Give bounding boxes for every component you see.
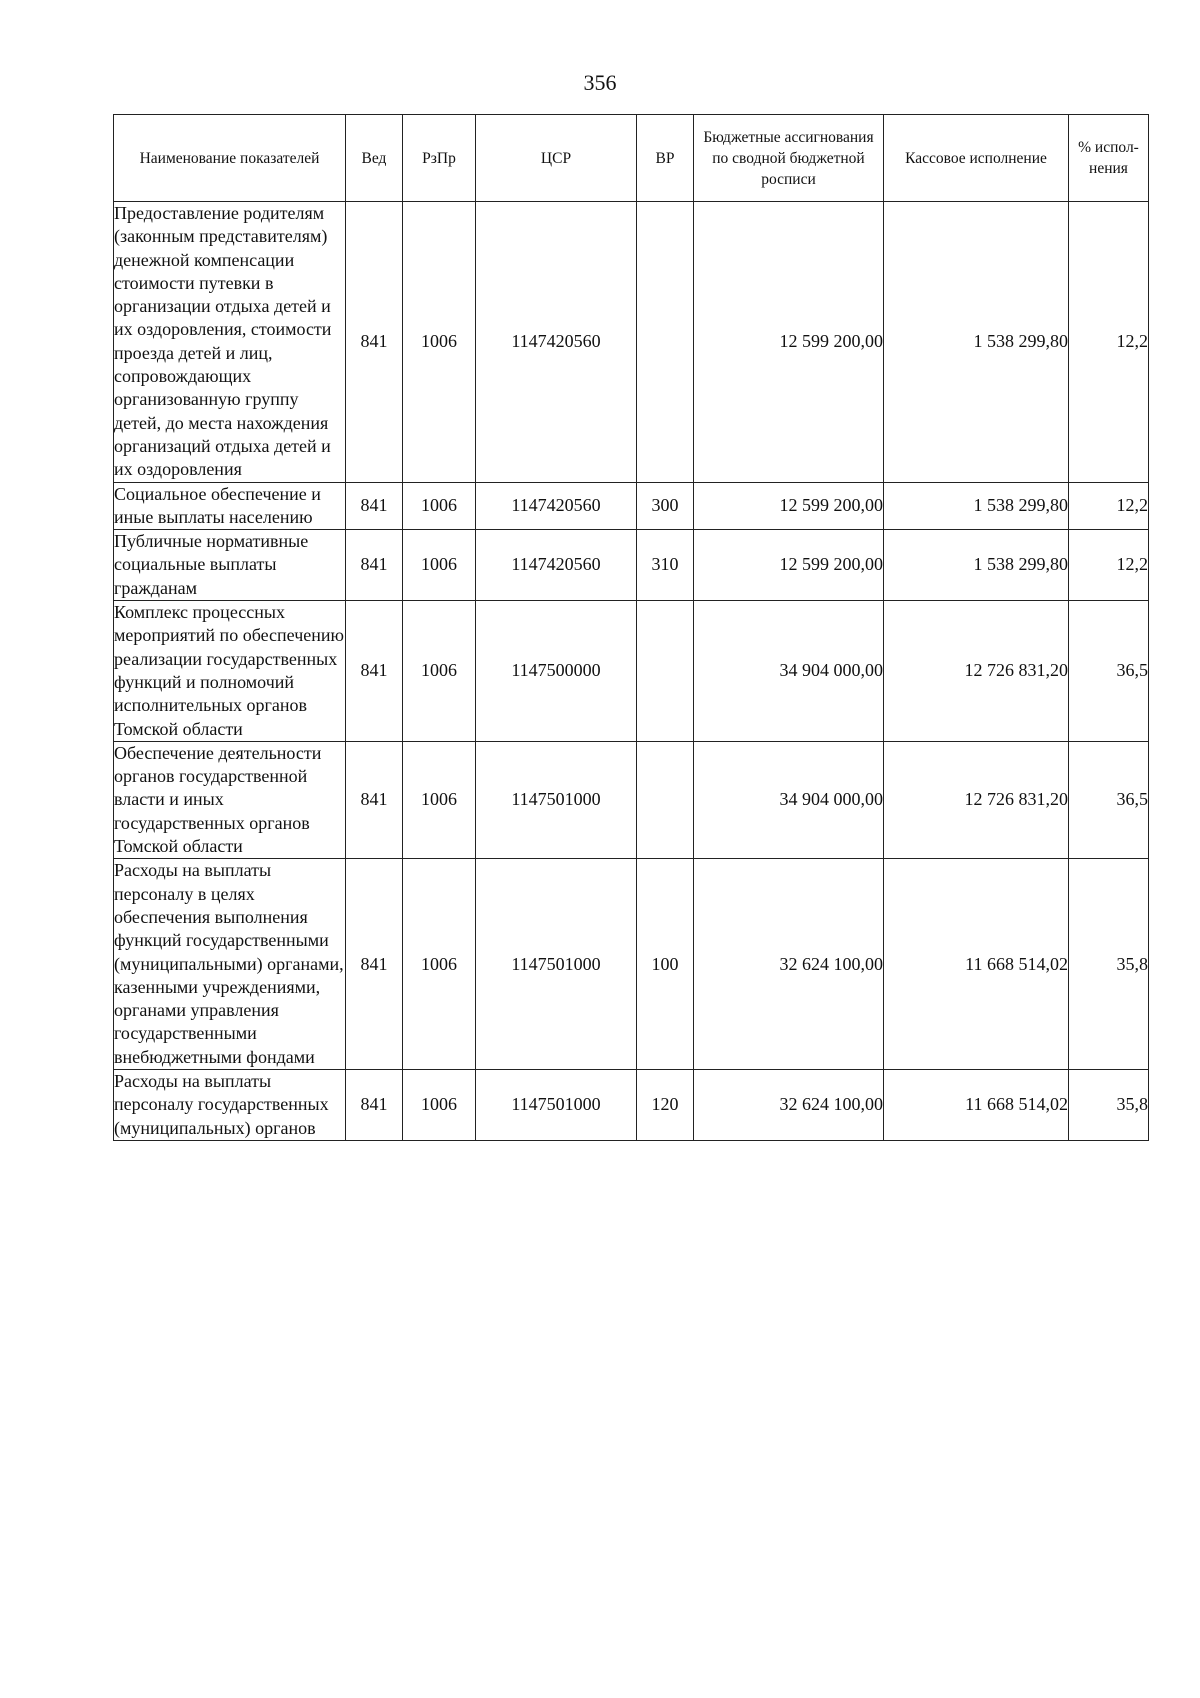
cell-cash: 11 668 514,02 [884, 859, 1069, 1070]
cell-vr: 100 [637, 859, 694, 1070]
header-budget: Бюджетные ассигнования по сводной бюджетной росписи [694, 115, 884, 202]
cell-name: Обеспечение деятельности органов государственной власти и иных государственных органов Томской области [114, 741, 346, 858]
cell-cash: 12 726 831,20 [884, 601, 1069, 742]
cell-name: Комплекс процессных мероприятий по обеспечению реализации государственных функций и полномочий исполнительных органов Томской области [114, 601, 346, 742]
cell-rzpr: 1006 [403, 859, 476, 1070]
cell-budget: 12 599 200,00 [694, 482, 884, 530]
table-row [114, 530, 1149, 601]
cell-percent: 12,2 [1069, 530, 1149, 601]
cell-cash: 1 538 299,80 [884, 482, 1069, 530]
cell-rzpr: 1006 [403, 741, 476, 858]
cell-ved: 841 [346, 741, 403, 858]
cell-rzpr: 1006 [403, 601, 476, 742]
cell-name: Предоставление родителям (законным представителям) денежной компенсации стоимости путевки в организации отдыха детей и их оздоровления, стоимости проезда детей и лиц, сопровождающих организованную группу детей, до места нахождения организаций отдыха детей и их оздоровления [114, 202, 346, 483]
cell-vr: 310 [637, 530, 694, 601]
cell-budget: 32 624 100,00 [694, 1069, 884, 1140]
cell-rzpr: 1006 [403, 530, 476, 601]
cell-name: Публичные нормативные социальные выплаты гражданам [114, 530, 346, 601]
cell-vr: 300 [637, 482, 694, 530]
table-row [114, 601, 1149, 742]
table-row [114, 1069, 1149, 1140]
header-ved: Вед [346, 115, 403, 202]
page-number: 356 [583, 70, 617, 95]
cell-csr: 1147420560 [476, 202, 637, 483]
cell-csr: 1147501000 [476, 1069, 637, 1140]
table-header-row [114, 115, 1149, 202]
cell-name: Социальное обеспечение и иные выплаты населению [114, 482, 346, 530]
cell-name: Расходы на выплаты персоналу государственных (муниципальных) органов [114, 1069, 346, 1140]
cell-rzpr: 1006 [403, 1069, 476, 1140]
cell-cash: 11 668 514,02 [884, 1069, 1069, 1140]
header-percent: % испол-нения [1069, 115, 1149, 202]
cell-budget: 12 599 200,00 [694, 202, 884, 483]
header-rzpr: РзПр [403, 115, 476, 202]
cell-percent: 12,2 [1069, 482, 1149, 530]
table-row [114, 859, 1149, 1070]
cell-rzpr: 1006 [403, 202, 476, 483]
cell-cash: 12 726 831,20 [884, 741, 1069, 858]
cell-ved: 841 [346, 601, 403, 742]
cell-csr: 1147420560 [476, 482, 637, 530]
cell-percent: 36,5 [1069, 741, 1149, 858]
table-row [114, 202, 1149, 483]
cell-ved: 841 [346, 482, 403, 530]
cell-percent: 35,8 [1069, 1069, 1149, 1140]
cell-percent: 35,8 [1069, 859, 1149, 1070]
cell-ved: 841 [346, 859, 403, 1070]
cell-ved: 841 [346, 1069, 403, 1140]
cell-csr: 1147500000 [476, 601, 637, 742]
header-name: Наименование показателей [114, 115, 346, 202]
cell-rzpr: 1006 [403, 482, 476, 530]
cell-budget: 34 904 000,00 [694, 741, 884, 858]
cell-vr [637, 202, 694, 483]
cell-vr: 120 [637, 1069, 694, 1140]
table-row [114, 482, 1149, 530]
cell-csr: 1147420560 [476, 530, 637, 601]
cell-name: Расходы на выплаты персоналу в целях обеспечения выполнения функций государственными (муниципальными) органами, казенными учреждениями, органами управления государственными внебюджетными фондами [114, 859, 346, 1070]
header-cash: Кассовое исполнение [884, 115, 1069, 202]
cell-vr [637, 601, 694, 742]
cell-ved: 841 [346, 202, 403, 483]
header-csr: ЦСР [476, 115, 637, 202]
cell-csr: 1147501000 [476, 859, 637, 1070]
cell-cash: 1 538 299,80 [884, 202, 1069, 483]
cell-cash: 1 538 299,80 [884, 530, 1069, 601]
budget-execution-table [113, 114, 1149, 1141]
cell-vr [637, 741, 694, 858]
cell-percent: 12,2 [1069, 202, 1149, 483]
cell-ved: 841 [346, 530, 403, 601]
cell-budget: 32 624 100,00 [694, 859, 884, 1070]
header-vr: ВР [637, 115, 694, 202]
cell-budget: 12 599 200,00 [694, 530, 884, 601]
cell-budget: 34 904 000,00 [694, 601, 884, 742]
cell-percent: 36,5 [1069, 601, 1149, 742]
table-row [114, 741, 1149, 858]
cell-csr: 1147501000 [476, 741, 637, 858]
